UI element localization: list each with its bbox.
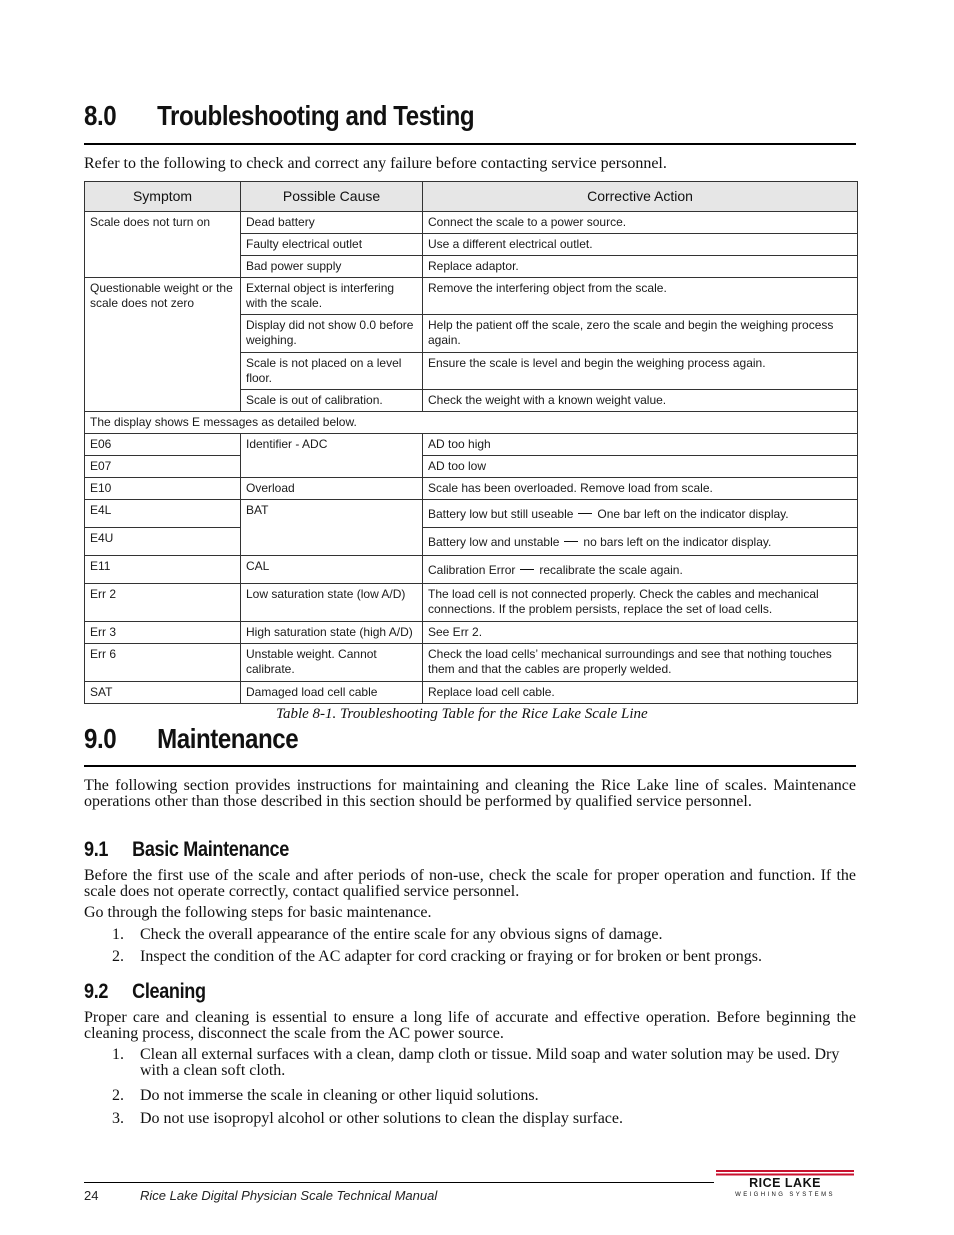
list-number: 2. <box>112 948 124 965</box>
section-9-intro: The following section provides instructions for maintaining and cleaning the Rice Lake line of scales. Maintenance operations other than those described in this section should be performed by qualified service personnel. <box>84 777 856 810</box>
cause-cell: CAL <box>241 556 423 584</box>
heading-rule <box>84 143 856 145</box>
paragraph: Go through the following steps for basic maintenance. <box>84 904 432 921</box>
cause-cell: Faulty electrical outlet <box>241 234 423 256</box>
cause-cell: Low saturation state (low A/D) <box>241 584 423 622</box>
rice-lake-logo <box>716 1170 854 1198</box>
footer-rule <box>84 1182 714 1183</box>
table-header-row <box>85 182 858 212</box>
action-text: Battery low but still useable <box>428 507 574 521</box>
symptom-cell: Questionable weight or the scale does not zero <box>85 278 241 412</box>
em-dash <box>578 513 592 514</box>
table-row <box>85 212 858 234</box>
action-cell: Check the weight with a known weight value. <box>423 390 858 412</box>
column-header-symptom: Symptom <box>85 182 241 212</box>
code-cell: E4L <box>85 500 241 528</box>
section-number: 8.0 <box>84 100 117 131</box>
cause-cell: Scale is not placed on a level floor. <box>241 353 423 390</box>
section-number: 9.0 <box>84 723 117 754</box>
page-number: 24 <box>84 1188 99 1203</box>
table-row <box>85 278 858 315</box>
list-number: 1. <box>112 1046 124 1063</box>
list-text: Check the overall appearance of the entire scale for any obvious signs of damage. <box>140 926 663 943</box>
column-header-action: Corrective Action <box>423 182 858 212</box>
code-cell: E07 <box>85 456 241 478</box>
cause-cell: External object is interfering with the scale. <box>241 278 423 315</box>
column-header-cause: Possible Cause <box>241 182 423 212</box>
manual-title: Rice Lake Digital Physician Scale Technical Manual <box>140 1188 438 1203</box>
troubleshooting-table <box>84 181 858 704</box>
action-cell: Scale has been overloaded. Remove load from scale. <box>423 478 858 500</box>
e-messages-note: The display shows E messages as detailed below. <box>85 412 858 434</box>
list-number: 2. <box>112 1087 124 1104</box>
section-8-intro: Refer to the following to check and correct any failure before contacting service personnel. <box>84 155 667 172</box>
action-cell: The load cell is not connected properly. Check the cables and mechanical connections. If the problem persists, replace the set of load cells. <box>423 584 858 622</box>
section-number: 9.2 <box>84 980 109 1003</box>
table-row <box>85 622 858 644</box>
code-cell: E10 <box>85 478 241 500</box>
table-row <box>85 412 858 434</box>
action-text: Calibration Error <box>428 563 516 577</box>
action-cell: Replace load cell cable. <box>423 682 858 704</box>
action-text: One bar left on the indicator display. <box>597 507 789 521</box>
section-title: Maintenance <box>157 723 299 754</box>
symptom-cell: Scale does not turn on <box>85 212 241 278</box>
em-dash <box>520 569 534 570</box>
action-text: recalibrate the scale again. <box>539 563 683 577</box>
cause-cell: BAT <box>241 500 423 556</box>
table-row <box>85 584 858 622</box>
table-row <box>85 682 858 704</box>
action-cell: Connect the scale to a power source. <box>423 212 858 234</box>
section-number: 9.1 <box>84 838 109 861</box>
code-cell: E06 <box>85 434 241 456</box>
list-text: Inspect the condition of the AC adapter for cord cracking or fraying or for broken or bent prongs. <box>140 948 763 965</box>
cause-cell: Identifier - ADC <box>241 434 423 478</box>
section-9-heading <box>84 723 748 755</box>
em-dash <box>564 541 578 542</box>
cause-cell: Display did not show 0.0 before weighing. <box>241 315 423 353</box>
action-cell <box>423 556 858 584</box>
logo-stripes <box>716 1170 854 1176</box>
list-text: Clean all external surfaces with a clean, damp cloth or tissue. Mild soap and water solution may be used. Dry with a clean soft cloth. <box>140 1046 840 1079</box>
action-cell: AD too low <box>423 456 858 478</box>
section-8-heading <box>84 100 748 132</box>
cause-cell: Scale is out of calibration. <box>241 390 423 412</box>
action-cell: Check the load cells’ mechanical surroundings and see that nothing touches them and that the cables are properly welded. <box>423 644 858 682</box>
cause-cell: Unstable weight. Cannot calibrate. <box>241 644 423 682</box>
code-cell: Err 2 <box>85 584 241 622</box>
action-cell: See Err 2. <box>423 622 858 644</box>
heading-rule <box>84 765 856 767</box>
list-number: 1. <box>112 926 124 943</box>
section-title: Basic Maintenance <box>132 838 289 861</box>
code-cell: Err 3 <box>85 622 241 644</box>
action-text: Battery low and unstable <box>428 535 560 549</box>
table-row <box>85 500 858 528</box>
action-cell: Remove the interfering object from the scale. <box>423 278 858 315</box>
paragraph: Before the first use of the scale and after periods of non-use, check the scale for proper operation and function. If the scale does not operate correctly, contact qualified service personnel. <box>84 867 856 900</box>
logo-tagline: WEIGHING SYSTEMS <box>735 1192 835 1198</box>
cause-cell: Bad power supply <box>241 256 423 278</box>
code-cell: E11 <box>85 556 241 584</box>
section-title: Cleaning <box>132 980 206 1003</box>
action-text: no bars left on the indicator display. <box>583 535 772 549</box>
action-cell <box>423 500 858 528</box>
list-text: Do not immerse the scale in cleaning or other liquid solutions. <box>140 1087 539 1104</box>
code-cell: Err 6 <box>85 644 241 682</box>
cause-cell: High saturation state (high A/D) <box>241 622 423 644</box>
code-cell: SAT <box>85 682 241 704</box>
table-row <box>85 556 858 584</box>
list-text: Do not use isopropyl alcohol or other solutions to clean the display surface. <box>140 1110 624 1127</box>
table-row <box>85 456 858 478</box>
action-cell: Replace adaptor. <box>423 256 858 278</box>
logo-wordmark: RICE LAKE <box>749 1176 821 1190</box>
action-cell: AD too high <box>423 434 858 456</box>
code-cell: E4U <box>85 528 241 556</box>
action-cell: Ensure the scale is level and begin the weighing process again. <box>423 353 858 390</box>
section-9-2-heading <box>84 980 206 1004</box>
table-row <box>85 644 858 682</box>
paragraph: Proper care and cleaning is essential to ensure a long life of accurate and effective operation. Before beginning the cleaning process, disconnect the scale from the AC power source. <box>84 1009 856 1042</box>
cause-cell: Overload <box>241 478 423 500</box>
table-caption: Table 8-1. Troubleshooting Table for the Rice Lake Scale Line <box>276 706 648 722</box>
action-cell: Help the patient off the scale, zero the scale and begin the weighing process again. <box>423 315 858 353</box>
table-row <box>85 478 858 500</box>
table-row <box>85 528 858 556</box>
cause-cell: Damaged load cell cable <box>241 682 423 704</box>
cause-cell: Dead battery <box>241 212 423 234</box>
table-row <box>85 434 858 456</box>
section-title: Troubleshooting and Testing <box>157 100 475 131</box>
section-9-1-heading <box>84 838 289 862</box>
action-cell: Use a different electrical outlet. <box>423 234 858 256</box>
action-cell <box>423 528 858 556</box>
list-number: 3. <box>112 1110 124 1127</box>
